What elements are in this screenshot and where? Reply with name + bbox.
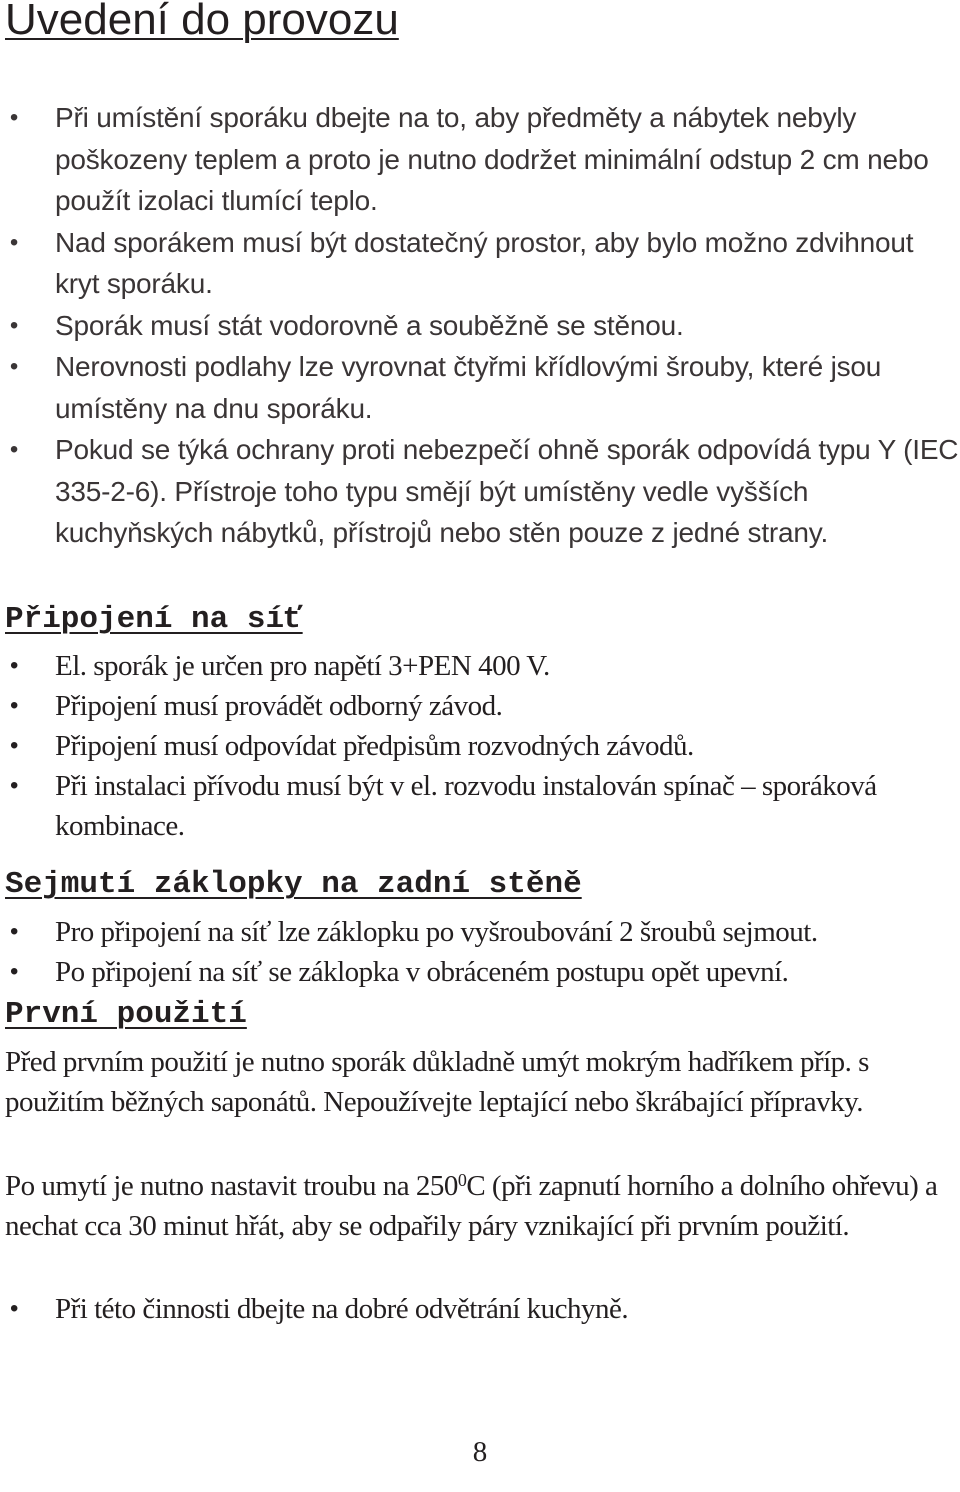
list-item	[0, 97, 960, 222]
list-item-text: El. sporák je určen pro napětí 3+PEN 400 V.	[55, 650, 550, 682]
list-item-text: Pro připojení na síť lze záklopku po vyšroubování 2 šroubů sejmout.	[55, 916, 818, 948]
list-item	[0, 726, 960, 766]
bullet-icon: •	[9, 436, 19, 463]
installation-list	[0, 97, 960, 554]
bullet-icon: •	[9, 228, 19, 256]
list-item	[0, 1289, 960, 1329]
bullet-icon: •	[9, 311, 19, 339]
section-heading-cover: Sejmutí záklopky na zadní stěně	[5, 867, 582, 902]
list-item-text: Nad sporákem musí být dostatečný prostor, aby bylo možno zdvihnout kryt sporáku.	[55, 226, 914, 299]
bullet-icon: •	[10, 652, 18, 679]
list-item-text: Pokud se týká ochrany proti nebezpečí ohně sporák odpovídá typu Y (IEC 335-2-6). Přístroje toho typu smějí být umístěny vedle vyšších kuchyňských nábytků, přístrojů nebo stěn pouze z jedné strany.	[55, 434, 959, 548]
bullet-icon: •	[10, 1295, 18, 1322]
list-item-text: Připojení musí provádět odborný závod.	[55, 690, 503, 722]
cover-list	[0, 912, 960, 992]
bullet-icon: •	[9, 104, 19, 131]
list-item	[0, 222, 960, 305]
list-item-text: Připojení musí odpovídat předpisům rozvodných závodů.	[55, 730, 694, 762]
list-item-text: Při instalaci přívodu musí být v el. rozvodu instalován spínač – sporáková kombinace.	[55, 770, 877, 842]
list-item-text: Sporák musí stát vodorovně a souběžně se stěnou.	[55, 309, 684, 341]
list-item	[0, 766, 960, 846]
bullet-icon: •	[9, 353, 19, 380]
list-item	[0, 912, 960, 952]
first-use-list	[0, 1289, 960, 1329]
bullet-icon: •	[10, 918, 18, 945]
bullet-icon: •	[10, 958, 18, 985]
first-use-paragraph-heating	[5, 1166, 957, 1246]
bullet-icon: •	[10, 732, 18, 759]
list-item	[0, 429, 960, 554]
bullet-icon: •	[10, 772, 18, 799]
page-title: Uvedení do provozu	[5, 0, 399, 44]
section-heading-connection: Připojení na síť	[5, 602, 303, 637]
section-heading-first-use: První použití	[5, 997, 247, 1032]
list-item	[0, 952, 960, 992]
first-use-paragraph: Před prvním použití je nutno sporák důkladně umýt mokrým hadříkem příp. s použitím běžných saponátů. Nepoužívejte leptající nebo škrábající přípravky.	[5, 1046, 869, 1118]
list-item-text: Nerovnosti podlahy lze vyrovnat čtyřmi křídlovými šrouby, které jsou umístěny na dnu sporáku.	[55, 351, 882, 424]
heating-text-start: Po umytí je nutno nastavit troubu na 250	[5, 1170, 458, 1202]
degree-superscript: 0	[457, 1170, 467, 1190]
list-item-text: Při této činnosti dbejte na dobré odvětrání kuchyně.	[55, 1293, 629, 1325]
list-item	[0, 346, 960, 429]
list-item-text: Při umístění sporáku dbejte na to, aby předměty a nábytek nebyly poškozeny teplem a proto je nutno dodržet minimální odstup 2 cm nebo použít izolaci tlumící teplo.	[55, 102, 929, 216]
list-item-text: Po připojení na síť se záklopka v obráceném postupu opět upevní.	[55, 956, 789, 988]
list-item	[0, 646, 960, 686]
list-item	[0, 305, 960, 347]
heating-text-end: C (při zapnutí horního a dolního ohřevu) a nechat cca 30 minut hřát, aby se odpařily páry vznikající při prvním použití.	[5, 1170, 938, 1242]
connection-list	[0, 646, 960, 846]
page-number: 8	[472, 1436, 488, 1468]
bullet-icon: •	[10, 692, 18, 719]
list-item	[0, 686, 960, 726]
